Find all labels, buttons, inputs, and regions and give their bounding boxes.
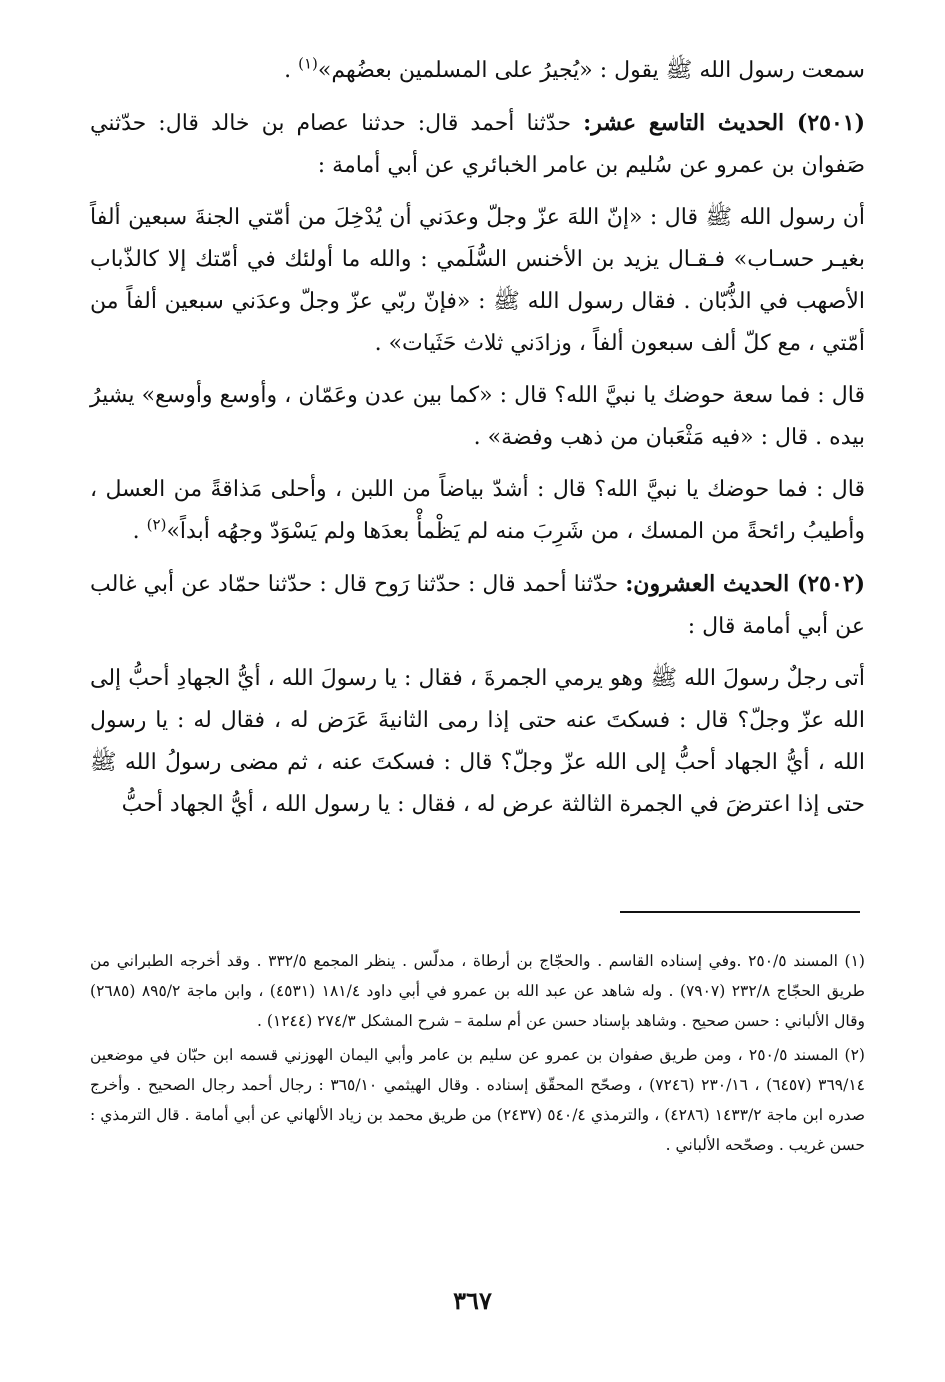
paragraph-text: قال : فما سعة حوضك يا نبيَّ الله؟ قال : «كما بين عدن وعَمّان ، وأوسع وأوسع» يشيرُ بيده . قال : «فيه مَثْعَبان من ذهب وفضة» . [90, 383, 865, 450]
paragraph-6 [90, 563, 865, 648]
paragraph-7 [90, 658, 865, 826]
page-number: ٣٦٧ [453, 1286, 492, 1315]
hadith-heading-2502: (٢٥٠٢) الحديث العشرون: [625, 571, 865, 597]
footnote-ref-2: (٢) [146, 515, 167, 534]
paragraph-text: أن رسول الله ﷺ قال : «إنّ اللهَ عزّ وجلّ وعدَني أن يُدْخِلَ من أمّتي الجنةَ سبعين ألفاً بغيـر حسـاب» فـقـال يزيد بن الأخنس السُّلَمي : والله ما أولئك في أمّتك إلا كالذّباب الأصهب في الذُّبّان . فقال رسول الله ﷺ : «فإنّ ربّي عزّ وجلّ وعدَني سبعين ألفاً من أمّتي ، مع كلّ ألف سبعون ألفاً ، وزادَني ثلاث حَثَيات» . [90, 205, 865, 356]
paragraph-tail: . [284, 58, 299, 83]
paragraph-text: قال : فما حوضك يا نبيَّ الله؟ قال : أشدّ بياضاً من اللبن ، وأحلى مَذاقةً من العسل ، وأطيبُ رائحةً من المسك ، من شَرِبَ منه لم يَظْمأْ بعدَها ولم يَسْوَدّ وجهُه أبداً» [90, 477, 865, 544]
hadith-heading-2501: (٢٥٠١) الحديث التاسع عشر: [583, 110, 865, 136]
paragraph-2 [90, 102, 865, 187]
footnote-1: (١) المسند ٢٥٠/٥ .وفي إسناده القاسم . والحجّاج بن أرطاة ، مدلّس . ينظر المجمع ٣٣٢/٥ . وقد أخرجه الطبراني من طريق الحجّاج ٢٣٢/٨ (٧٩٠٧) . وله شاهد عن عبد الله بن عمرو في أبي داود ١٨١/٤ (٤٥٣١) ، وابن ماجة ٨٩٥/٢ (٢٦٨٥) وقال الألباني : حسن صحيح . وشاهد بإسناد حسن عن أم سلمة – شرح المشكل ٢٧٤/٣ (١٢٤٤) . [90, 952, 865, 1030]
paragraph-text: أتى رجلٌ رسولَ الله ﷺ وهو يرمي الجمرةَ ، فقال : يا رسولَ الله ، أيُّ الجهادِ أحبُّ إلى الله عزّ وجلّ؟ قال : فسكتَ عنه حتى إذا رمى الثانيةَ عَرَض له ، فقال له : يا رسول الله ، أيُّ الجهاد أحبُّ إلى الله عزّ وجلّ؟ قال : فسكتَ عنه ، ثم مضى رسولُ الله ﷺ حتى إذا اعترضَ في الجمرة الثالثة عرض له ، فقال : يا رسول الله ، أيُّ الجهاد أحبُّ [90, 666, 865, 817]
paragraph-5 [90, 469, 865, 553]
footnote-ref-1: (١) [298, 54, 318, 73]
footnote-2: (٢) المسند ٢٥٠/٥ ، ومن طريق صفوان بن عمرو عن سليم بن عامر وأبي اليمان الهوزني قسمه ابن حبّان في موضعين ٣٦٩/١٤ (٦٤٥٧) ، ٢٣٠/١٦ (٧٢٤٦) ، وصحّح المحقّق إسناده . وقال الهيثمي ٣٦٥/١٠ : رجال أحمد رجال الصحيح . وأخرج صدره ابن ماجة ١٤٣٣/٢ (٤٢٨٦) ، والترمذي ٥٤٠/٤ (٢٤٣٧) من طريق محمد بن زياد الألهاني عن أبي أمامة . قال الترمذي : حسن غريب . وصحّحه الألباني . [90, 1046, 865, 1154]
paragraph-1 [90, 50, 865, 92]
footnote-divider [620, 911, 860, 913]
paragraph-text: حدّثنا أحمد قال: حدثنا عصام بن خالد قال: حدّثني صَفوان بن عمرو عن سُليم بن عامر الخبائري عن أبي أمامة : [90, 111, 865, 178]
paragraph-text: سمعت رسول الله ﷺ يقول : «يُجيرُ على المسلمين بعضُهم» [317, 58, 865, 83]
paragraph-tail: . [132, 519, 147, 544]
paragraph-text: حدّثنا أحمد قال : حدّثنا رَوح قال : حدّثنا حمّاد عن أبي غالب عن أبي أمامة قال : [90, 572, 865, 639]
paragraph-3 [90, 197, 865, 365]
main-text [90, 50, 865, 836]
footnotes [90, 946, 865, 1164]
paragraph-4 [90, 375, 865, 459]
